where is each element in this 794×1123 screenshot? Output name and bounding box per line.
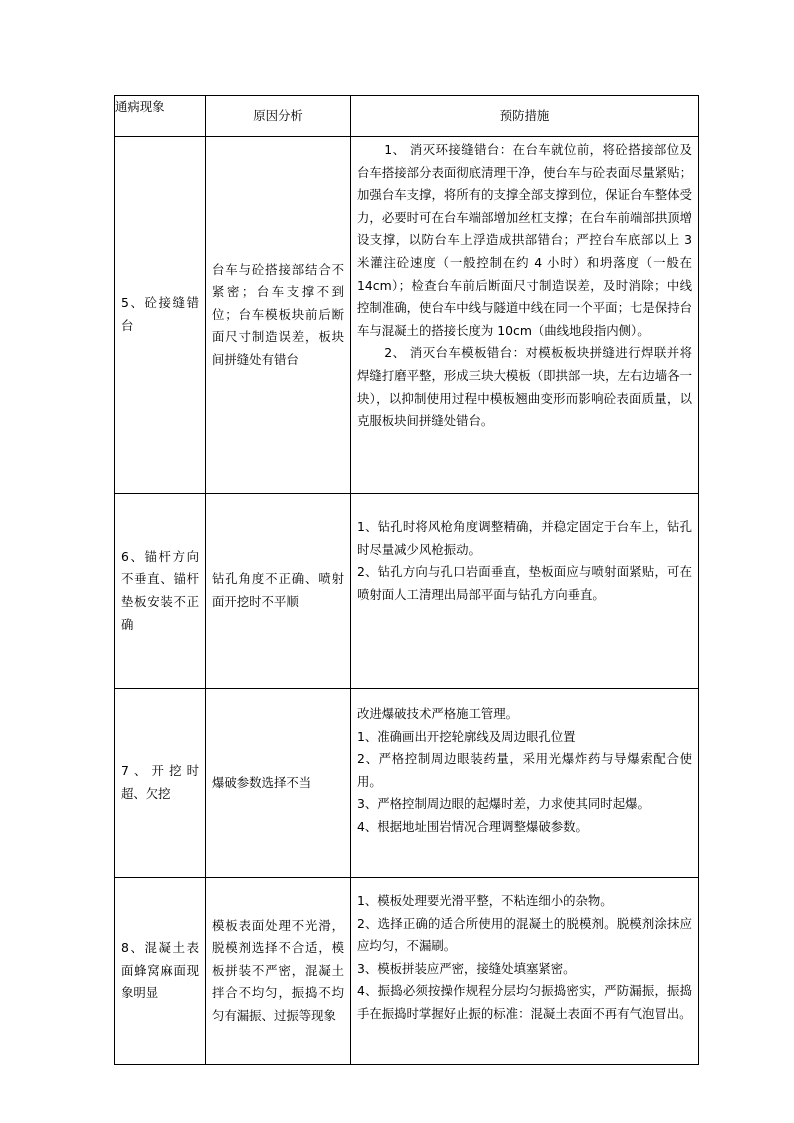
measures-cell: [351, 494, 699, 689]
measures-cell: [351, 137, 699, 494]
measure-item: 4、振捣必须按操作规程分层均匀振捣密实，严防漏振，振捣手在振捣时掌握好止振的标准：混凝土表面不再有气泡冒出。: [357, 983, 692, 1021]
table-header-row: [115, 96, 699, 137]
measure-item: 2、选择正确的适合所使用的混凝土的脱模剂。脱模剂涂抹应应均匀，不漏刷。: [357, 915, 692, 954]
table-row: [115, 494, 699, 689]
measures-cell: [351, 878, 699, 1065]
measure-item: 1、钻孔时将风枪角度调整精确，并稳定固定于台车上，钻孔时尽量减少风枪振动。: [357, 519, 692, 557]
measure-item: 3、模板拼装应严密，接缝处填塞紧密。: [357, 960, 576, 976]
measure-item: 2、钻孔方向与孔口岩面垂直，垫板面应与喷射面紧贴，可在喷射面人工清理出局部平面与钻孔方向垂直。: [357, 564, 692, 602]
table-row: [115, 689, 699, 878]
cause-cell: 钻孔角度不正确、喷射面开挖时不平顺: [206, 494, 351, 689]
measure-item: 2、严格控制周边眼装药量，采用光爆炸药与导爆索配合使用。: [357, 751, 692, 789]
header-measures: 预防措施: [351, 96, 699, 137]
cause-cell: 爆破参数选择不当: [206, 689, 351, 878]
cause-cell: 台车与砼搭接部结合不紧密；台车支撑不到位；台车模板块前后断面尺寸制造误差，板块间拼缝处有错台: [206, 137, 351, 494]
measure-item: 1、准确画出开挖轮廓线及周边眼孔位置: [357, 728, 576, 744]
phenomenon-cell: 7、开挖时超、欠挖: [115, 689, 206, 878]
measures-cell: [351, 689, 699, 878]
cause-cell: 模板表面处理不光滑，脱模剂选择不合适，模板拼装不严密，混凝土拌合不均匀，振捣不均匀有漏振、过振等现象: [206, 878, 351, 1065]
measure-item: 1、 消灭环接缝错台：在台车就位前，将砼搭接部位及台车搭接部分表面彻底清理干净，使台车与砼表面尽量紧贴；加强台车支撑，将所有的支撑全部支撑到位，保证台车整体受力，必要时可在台车端部增加丝杠支撑；在台车前端部拱顶增设支撑，以防台车上浮造成拱部错台；严控台车底部以上 3 米灌注砼速度（一般控制在约 4 小时）和坍落度（一般在 14cm）；检查台车前后断面尺寸制造误差，及时消除；中线控制准确，使台车中线与隧道中线在同一个平面；七是保持台车与混凝土的搭接长度为 10cm（曲线地段指内侧）。: [357, 142, 692, 338]
measure-item: 4、根据地址围岩情况合理调整爆破参数。: [357, 818, 588, 834]
defects-table: [114, 95, 699, 1065]
measure-item: 2、 消灭台车模板错台：对模板板块拼缝进行焊联并将焊缝打磨平整，形成三块大模板（即拱部一块，左右边墙各一块），以抑制使用过程中模板翘曲变形而影响砼表面质量，以克服板块间拼缝处错台。: [357, 345, 692, 429]
phenomenon-cell: 6、锚杆方向不垂直、锚杆垫板安装不正确: [115, 494, 206, 689]
measure-item: 3、严格控制周边眼的起爆时差，力求使其同时起爆。: [357, 796, 650, 812]
measure-item: 1、模板处理要光滑平整，不粘连细小的杂物。: [357, 893, 613, 908]
table-row: [115, 878, 699, 1065]
phenomenon-cell: 8、混凝土表面蜂窝麻面现象明显: [115, 878, 206, 1065]
measure-item: 改进爆破技术严格施工管理。: [357, 706, 519, 721]
phenomenon-cell: 5、砼接缝错台: [115, 137, 206, 494]
header-phenomenon: 通病现象: [115, 96, 206, 137]
header-cause: 原因分析: [206, 96, 351, 137]
table-row: [115, 137, 699, 494]
